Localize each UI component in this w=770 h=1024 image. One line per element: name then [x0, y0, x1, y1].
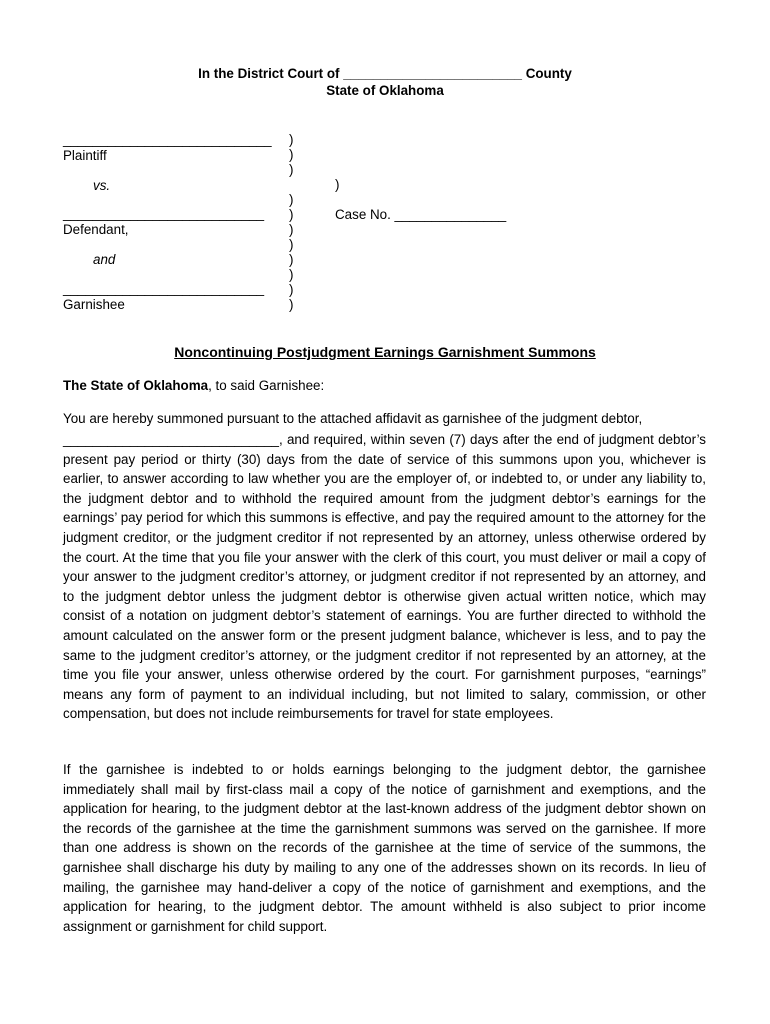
- garnishee-label: Garnishee: [63, 297, 125, 312]
- case-number-field: Case No. _______________: [335, 207, 507, 222]
- caption-paren: ): [335, 177, 340, 192]
- caption-paren: ): [289, 237, 294, 252]
- vs-label: vs.: [93, 178, 111, 193]
- salutation: [63, 378, 324, 393]
- garnishee-line: ___________________________: [63, 281, 265, 296]
- caption-paren: ): [289, 162, 294, 177]
- plaintiff-label: Plaintiff: [63, 148, 107, 163]
- and-label: and: [93, 252, 116, 267]
- caption-paren: ): [289, 267, 294, 282]
- salutation-state: The State of Oklahoma: [63, 378, 209, 393]
- caption-paren: ): [289, 207, 294, 222]
- state-heading: State of Oklahoma: [326, 83, 444, 98]
- caption-paren: ): [289, 252, 294, 267]
- county-suffix: County: [525, 66, 572, 81]
- defendant-line: ___________________________: [63, 206, 265, 221]
- paragraph-1-body: _____________________________, and required, within seven (7) days after the end of judgment debtor’s present pay period or thirty (30) days from the date of service of this summons upon you, whichever is earlier, to answer according to law whether you are the employer of, or indebted to, or under any liability to, the judgment debtor and to withhold the required amount from the judgment debtor’s earnings for the earnings’ pay period for which this summons is effective, and pay the required amount to the attorney for the judgment creditor, or the judgment creditor if not represented by an attorney, unless otherwise ordered by the court. At the time that you file your answer with the clerk of this court, you must deliver or mail a copy of your answer to the judgment creditor’s attorney, or judgment creditor if not represented by an attorney, and to the judgment debtor unless the judgment debtor is otherwise given actual written notice, which may consist of a notation on judgment debtor’s statement of earnings. You are further directed to withhold the amount calculated on the answer form or the present judgment balance, whichever is less, and to pay the same to the judgment creditor’s attorney, or the judgment creditor if not represented by an attorney, at the time you file your answer, unless otherwise ordered by the court. For garnishment purposes, “earnings” means any form of payment to an individual including, but not limited to salary, commission, or other compensation, but does not include reimbursements for travel for state employees.: [63, 432, 706, 722]
- caption-paren: ): [289, 282, 294, 297]
- document-title: Noncontinuing Postjudgment Earnings Garnishment Summons: [174, 344, 596, 360]
- plaintiff-line: ____________________________: [63, 132, 272, 147]
- county-blank: ________________________: [343, 66, 522, 81]
- caption-paren: ): [289, 147, 294, 162]
- caption-paren: ): [289, 132, 294, 147]
- salutation-rest: , to said Garnishee:: [208, 378, 325, 393]
- court-prefix: In the District Court of: [198, 66, 340, 81]
- paragraph-2: If the garnishee is indebted to or holds earnings belonging to the judgment debtor, the garnishee immediately shall mail by first-class mail a copy of the notice of garnishment and exemptions, and the application for hearing, to the judgment debtor at the last-known address of the judgment debtor shown on the records of the garnishee at the time the garnishment summons was served on the garnishee. If more than one address is shown on the records of the garnishee at the time of service of the summons, the garnishee shall discharge his duty by mailing to any one of the addresses shown on its records. In lieu of mailing, the garnishee may hand-deliver a copy of the notice of garnishment and exemptions, and the application for hearing, to the judgment debtor. The amount withheld is also subject to prior income assignment or garnishment for child support.: [63, 762, 706, 934]
- court-heading: [0, 66, 770, 81]
- defendant-label: Defendant,: [63, 222, 129, 237]
- caption-paren: ): [289, 297, 294, 312]
- caption-paren: ): [289, 222, 294, 237]
- paragraph-1-opening: You are hereby summoned pursuant to the attached affidavit as garnishee of the judgment debtor,: [63, 411, 643, 426]
- caption-paren: ): [289, 192, 294, 207]
